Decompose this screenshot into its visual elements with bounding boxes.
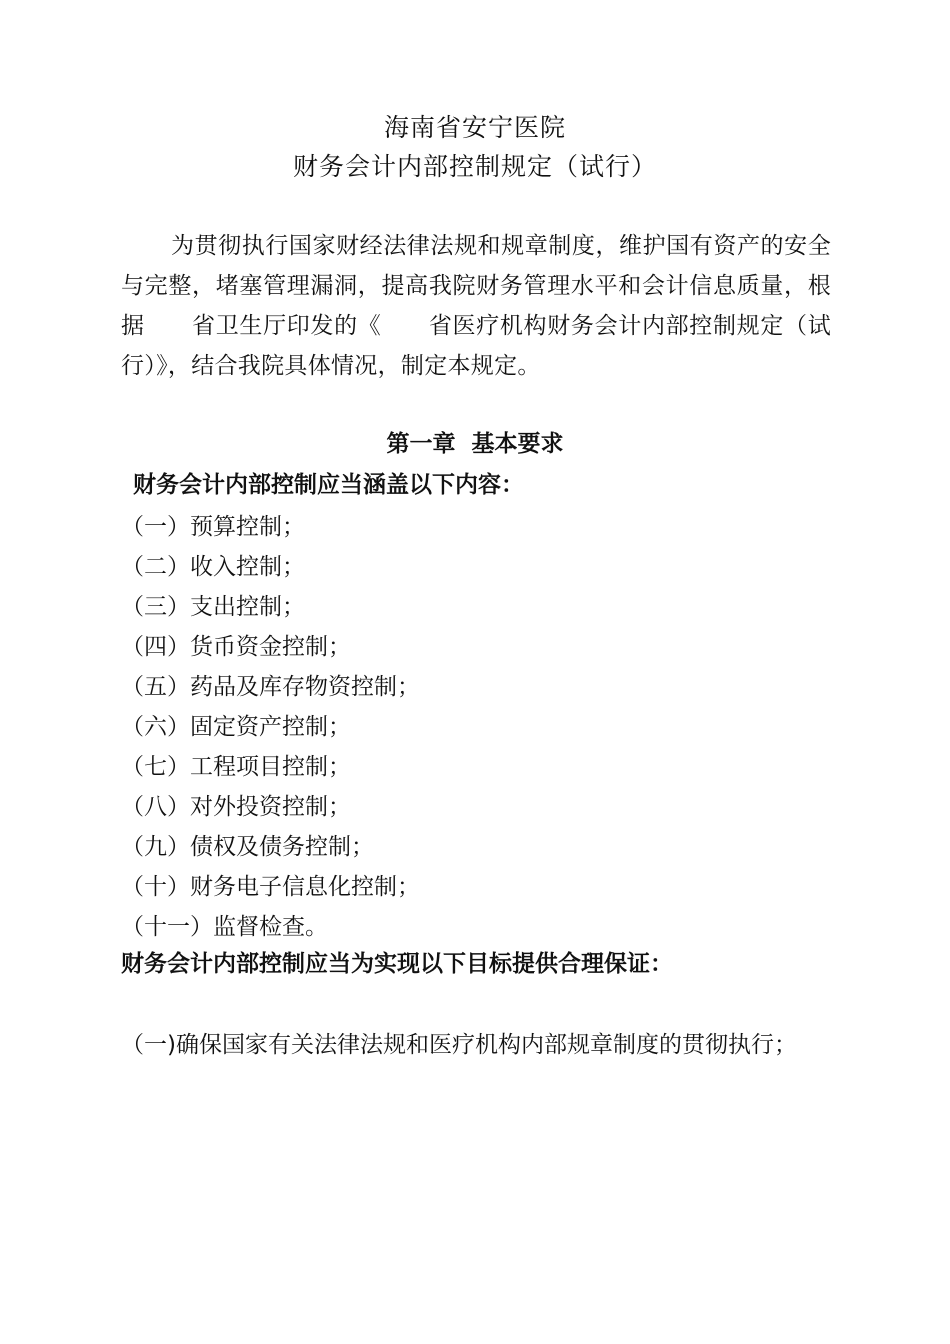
coverage-heading: 财务会计内部控制应当涵盖以下内容： bbox=[133, 472, 524, 498]
hospital-name-title: 海南省安宁医院 bbox=[383, 113, 566, 142]
objective-item: （一)确保国家有关法律法规和医疗机构内部规章制度的贯彻执行； bbox=[121, 1032, 797, 1058]
list-item: （九）债权及债务控制； bbox=[121, 834, 374, 860]
coverage-list bbox=[121, 507, 420, 947]
list-item: （十一）监督检查。 bbox=[121, 914, 328, 940]
regulation-title: 财务会计内部控制规定（试行） bbox=[292, 152, 657, 181]
list-item: （一）预算控制； bbox=[121, 514, 305, 540]
list-item: （二）收入控制； bbox=[121, 554, 305, 580]
list-item: （五）药品及库存物资控制； bbox=[121, 674, 420, 700]
list-item: （三）支出控制； bbox=[121, 594, 305, 620]
list-item: （四）货币资金控制； bbox=[121, 634, 351, 660]
chapter-heading: 第一章 基本要求 bbox=[386, 431, 564, 457]
list-item: （七）工程项目控制； bbox=[121, 754, 351, 780]
list-item: （八）对外投资控制； bbox=[121, 794, 351, 820]
intro-paragraph: 为贯彻执行国家财经法律法规和规章制度，维护国有资产的安全与完整，堵塞管理漏洞，提高我院财务管理水平和会计信息质量，根据 省卫生厅印发的《 省医疗机构财务会计内部控制规定（试行）》，结合我院具体情况，制定本规定。 bbox=[121, 233, 831, 379]
list-item: （十）财务电子信息化控制； bbox=[121, 874, 420, 900]
list-item: （六）固定资产控制； bbox=[121, 714, 351, 740]
objectives-heading: 财务会计内部控制应当为实现以下目标提供合理保证： bbox=[121, 951, 673, 977]
